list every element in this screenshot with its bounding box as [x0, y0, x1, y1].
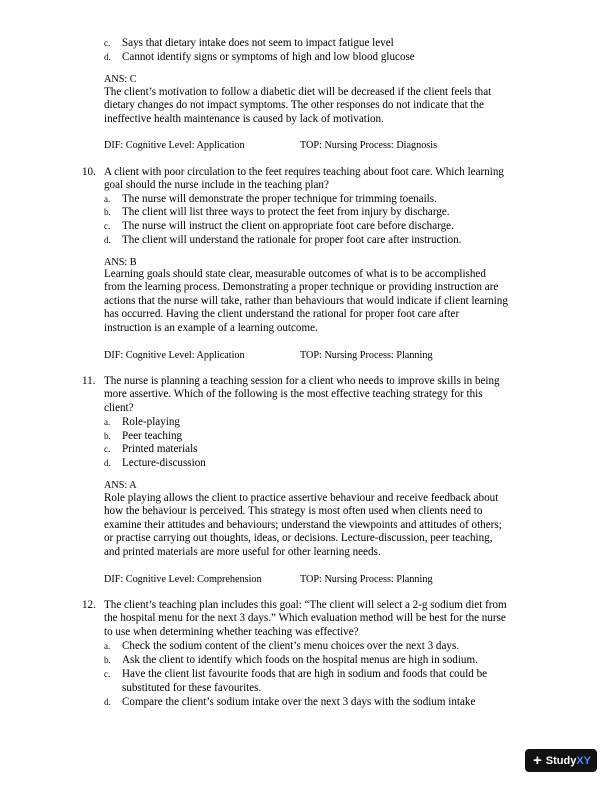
q11-metadata: [104, 573, 433, 586]
rationale-line: examine their attitudes and behaviours; understand the viewpoints and attitudes of others;: [104, 518, 502, 531]
rationale-line: how the behaviour is perceived. This strategy is most often used when clients need to: [104, 505, 483, 518]
option-letter: b.: [104, 655, 111, 665]
q12-number: 12.: [82, 599, 96, 611]
option-text: Check the sodium content of the client’s menu choices over the next 3 days.: [122, 640, 460, 652]
option-text: Printed materials: [122, 443, 198, 455]
rationale-line: instruction is an example of a learning outcome.: [104, 321, 318, 334]
plus-icon: +: [533, 752, 542, 769]
option-text: Ask the client to identify which foods on the hospital menus are high in sodium.: [122, 654, 478, 666]
option-letter: a.: [104, 194, 111, 204]
studyxy-badge[interactable]: [525, 749, 597, 772]
top-label: TOP: Nursing Process: Planning: [300, 574, 433, 585]
option-text: Lecture-discussion: [122, 457, 206, 469]
q10-metadata: [104, 349, 433, 362]
q9-metadata: [104, 139, 438, 152]
option-text: Have the client list favourite foods that are high in sodium and foods that could be: [122, 668, 488, 680]
badge-label: StudyXY: [545, 754, 592, 767]
option-text: Role-playing: [122, 416, 180, 428]
option-letter: a.: [104, 641, 111, 651]
option-letter: c.: [104, 221, 111, 231]
rationale-line: and printed materials are more useful for other learning needs.: [104, 545, 381, 558]
stem-line: The client’s teaching plan includes this goal: “The client will select a 2-g sodium diet from: [104, 599, 507, 611]
q10-rationale: [104, 268, 544, 335]
dif-label: DIF: Cognitive Level: Application: [104, 140, 245, 151]
option-letter: d.: [104, 458, 111, 468]
stem-line: more assertive. Which of the following is the most effective teaching strategy for this: [104, 388, 483, 401]
top-label: TOP: Nursing Process: Planning: [300, 350, 433, 361]
stem-line: the hospital menu for the next 3 days.” Which evaluation method will be best for the nurse: [104, 612, 506, 625]
q10-stem: [104, 166, 544, 193]
q12-stem: [104, 599, 544, 639]
option-text: Peer teaching: [122, 430, 183, 442]
option-letter: a.: [104, 417, 111, 427]
option-text: The nurse will instruct the client on appropriate foot care before discharge.: [122, 220, 454, 232]
rationale-line: Learning goals should state clear, measurable outcomes of what is to be accomplished: [104, 268, 486, 280]
q9-answer: ANS: C: [104, 74, 137, 85]
rationale-line: ineffective health maintenance is caused by lack of motivation.: [104, 112, 384, 125]
top-label: TOP: Nursing Process: Diagnosis: [300, 140, 438, 151]
rationale-line: dietary changes do not impact symptoms. The other responses do not indicate that the: [104, 99, 484, 112]
q10-number: 10.: [82, 166, 96, 178]
option-text: Compare the client’s sodium intake over the next 3 days with the sodium intake: [122, 696, 476, 708]
rationale-line: from the learning process. Demonstrating a proper technique or providing instruction are: [104, 281, 499, 294]
option-text: Says that dietary intake does not seem to impact fatigue level: [122, 37, 394, 49]
option-letter: c.: [104, 38, 111, 48]
option-letter: d.: [104, 235, 111, 245]
rationale-line: The client’s motivation to follow a diabetic diet will be decreased if the client feels that: [104, 86, 492, 98]
option-letter: c.: [104, 669, 111, 679]
option-text: The client will understand the rationale for proper foot care after instruction.: [122, 234, 462, 246]
dif-label: DIF: Cognitive Level: Comprehension: [104, 574, 262, 585]
option-letter: d.: [104, 52, 111, 62]
rationale-line: Role playing allows the client to practice assertive behaviour and receive feedback about: [104, 492, 499, 504]
q11-answer: ANS: A: [104, 480, 137, 491]
q9-rationale: [104, 86, 544, 126]
stem-line: client?: [104, 401, 134, 414]
option-letter: c.: [104, 444, 111, 454]
rationale-line: actions that the nurse will take, rather than behaviours that would indicate if client learning: [104, 294, 508, 307]
q11-rationale: [104, 492, 544, 559]
stem-line: A client with poor circulation to the feet requires teaching about foot care. Which learning: [104, 166, 504, 178]
rationale-line: has occurred. Having the client understand the rational for proper foot care after: [104, 308, 460, 321]
option-text: The client will list three ways to protect the feet from injury by discharge.: [122, 206, 450, 218]
q10-answer: ANS: B: [104, 257, 137, 268]
stem-line: goal should the nurse include in the teaching plan?: [104, 179, 329, 192]
option-text: Cannot identify signs or symptoms of high and low blood glucose: [122, 51, 415, 63]
stem-line: to use when determining whether teaching was effective?: [104, 625, 359, 638]
option-letter: d.: [104, 697, 111, 707]
q11-number: 11.: [82, 375, 96, 387]
option-letter: b.: [104, 207, 111, 217]
option-text: The nurse will demonstrate the proper technique for trimming toenails.: [122, 193, 437, 205]
option-letter: b.: [104, 431, 111, 441]
q11-stem: [104, 375, 544, 415]
dif-label: DIF: Cognitive Level: Application: [104, 350, 245, 361]
stem-line: The nurse is planning a teaching session for a client who needs to improve skills in being: [104, 375, 500, 387]
rationale-line: or practise carrying out thoughts, ideas, or decisions. Lecture-discussion, peer teaching,: [104, 532, 493, 545]
option-text: substituted for these favourites.: [122, 682, 262, 694]
